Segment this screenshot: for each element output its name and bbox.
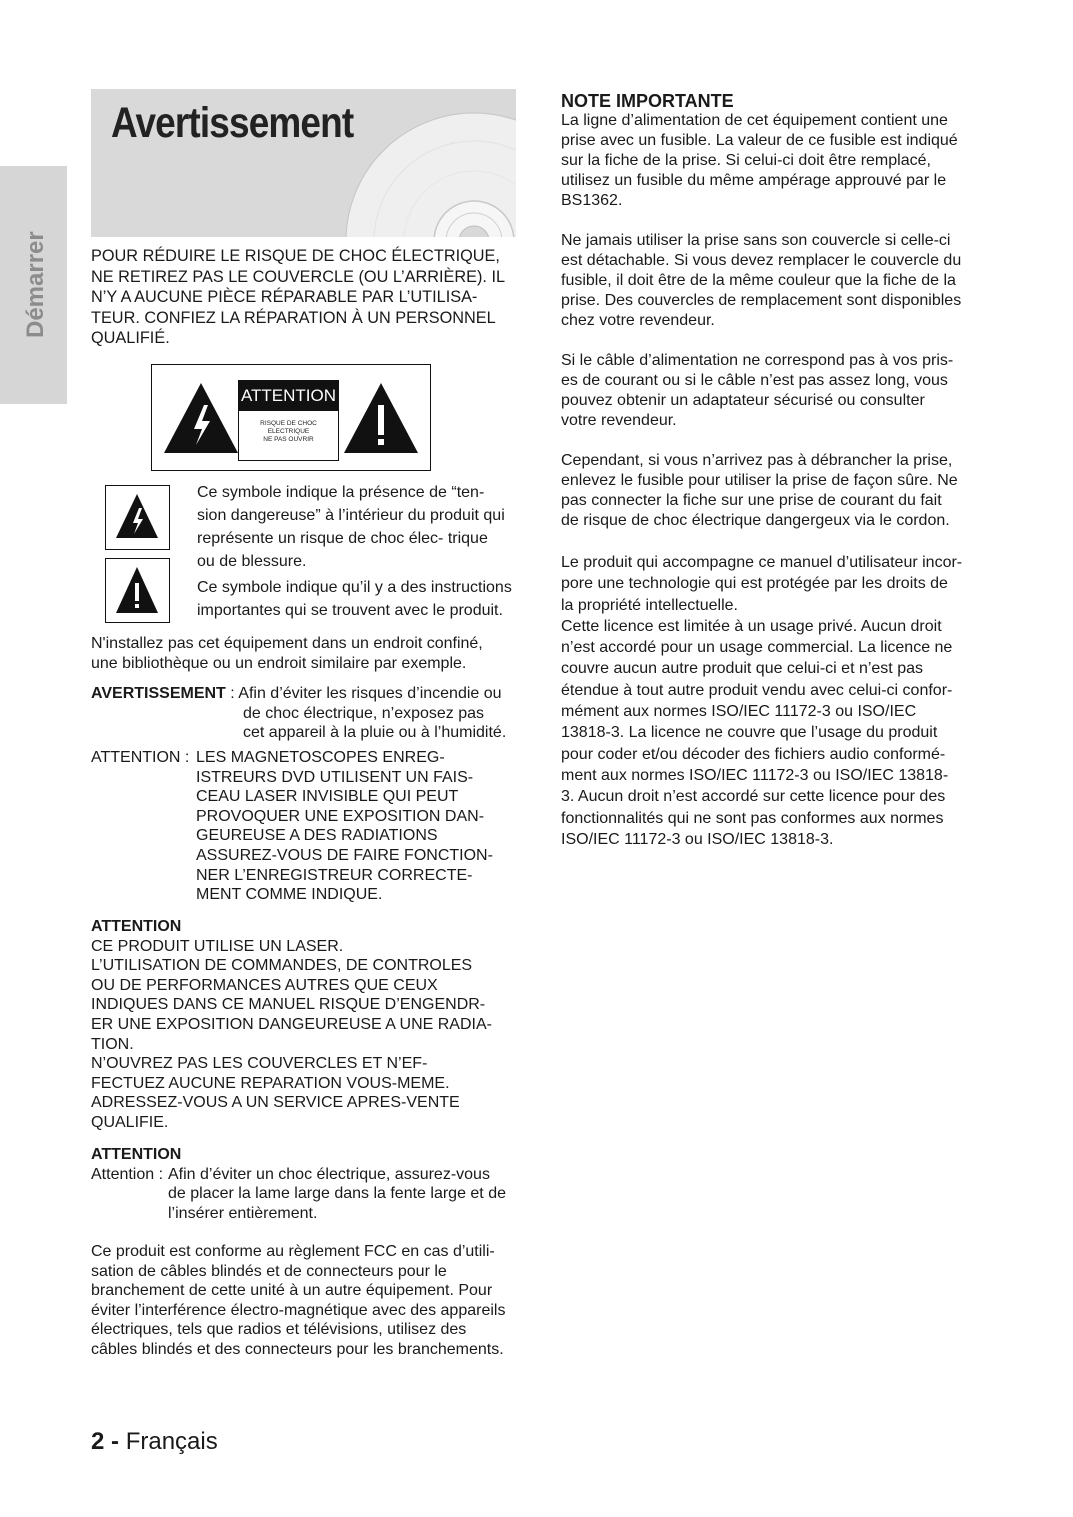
attention-line-text: de placer la lame large dans la fente large et de (168, 1185, 506, 1203)
lightning-triangle-icon (162, 381, 240, 455)
text-line: Ne jamais utiliser la prise sans son couvercle si celle-ci (561, 232, 951, 249)
attention-line-text: l’insérer entièrement. (168, 1204, 318, 1222)
text-line (91, 846, 513, 866)
text-line: éviter l’interférence électro-magnétique avec des appareils (91, 1301, 506, 1319)
text-line: chez votre revendeur. (561, 312, 715, 329)
avertissement-block (91, 684, 513, 743)
text-line: QUALIFIE. (91, 1113, 169, 1131)
lightning-symbol-text: Ce symbole indique la présence de “ten- sion dangereuse” à l’intérieur du produit qui représente un risque de choc élec- trique ou de blessure. (197, 484, 505, 570)
text-line (91, 885, 513, 905)
text-line: mément aux normes ISO/IEC 11172-3 ou ISO/IEC (561, 703, 917, 721)
attention-line-text: CEAU LASER INVISIBLE QUI PEUT (196, 788, 459, 806)
attention-title: ATTENTION (91, 918, 182, 935)
attention-line-text: LES MAGNETOSCOPES ENREG- (196, 749, 445, 766)
disc-icon (344, 111, 516, 237)
avertissement-line: de choc électrique, n’exposez pas (243, 704, 485, 722)
attention-line-text: NER L’ENREGISTREUR CORRECTE- (196, 866, 473, 884)
text-line: ER UNE EXPOSITION DANGEUREUSE A UNE RADIA- (91, 1015, 492, 1033)
text-line: 3. Aucun droit n’est accordé sur cette licence pour des (561, 788, 946, 806)
text-line: n’est accordé pour un usage commercial. La licence ne (561, 639, 953, 657)
fuse-block (561, 451, 986, 531)
avertissement-text: : Afin d’éviter les risques d’incendie ou (225, 685, 502, 702)
text-line: BS1362. (561, 192, 623, 209)
text-line: ment aux normes ISO/IEC 11172-3 ou ISO/IEC 13818- (561, 766, 949, 784)
attention-title: ATTENTION (91, 1146, 182, 1163)
page-title: Avertissement (111, 99, 354, 147)
text-line (91, 768, 513, 788)
text-line: prise. Des couvercles de remplacement sont disponibles (561, 292, 962, 309)
lightning-symbol-box (105, 485, 170, 550)
text-line: électriques, tels que radios et télévisions, utilisez des (91, 1321, 467, 1339)
text-line: Le produit qui accompagne ce manuel d’utilisateur incor- (561, 554, 963, 571)
attention-label: ATTENTION : (91, 749, 190, 766)
text-line: Cette licence est limitée à un usage privé. Aucun droit (561, 617, 942, 635)
text-line: es de courant ou si le câble n’est pas assez long, vous (561, 372, 948, 389)
text-line: INDIQUES DANS CE MANUEL RISQUE D’ENGENDR- (91, 996, 486, 1014)
text-line: Si le câble d’alimentation ne correspond pas à vos pris- (561, 352, 954, 369)
text-line: pour coder et/ou décoder des fichiers audio conformé- (561, 745, 946, 763)
text-line: est détachable. Si vous devez remplacer le couvercle du (561, 252, 962, 269)
section-tab-label: Démarrer (22, 231, 49, 338)
text-line: N’OUVREZ PAS LES COUVERCLES ET N’EF- (91, 1055, 428, 1073)
header-banner (91, 89, 516, 237)
text-line: utilisez un fusible du même ampérage approuvé par le (561, 172, 947, 189)
exclamation-symbol-box (105, 558, 170, 623)
text-line (91, 787, 513, 807)
text-line: étendue à tout autre produit vendu avec celui-ci confor- (561, 681, 953, 699)
attention-line-text: PROVOQUER UNE EXPOSITION DAN- (196, 807, 485, 825)
text-line: prise avec un fusible. La valeur de ce fusible est indiqué (561, 132, 958, 149)
page-footer (91, 1428, 218, 1456)
note-block (561, 91, 986, 211)
attention-product-block (91, 917, 513, 1133)
attention-plug-block (91, 1145, 513, 1223)
text-line: enlevez le fusible pour utiliser la prise de façon sûre. Ne (561, 472, 958, 489)
text-line (91, 1165, 513, 1185)
avertissement-label: AVERTISSEMENT (91, 685, 226, 702)
text-line: fusible, il doit être de la même couleur que la fiche de la (561, 272, 956, 289)
text-line: sur la fiche de la prise. Si celui-ci doit être remplacé, (561, 152, 931, 169)
attention-label (238, 380, 339, 461)
attention-label-head: ATTENTION (239, 381, 338, 411)
page-number: 2 - (91, 1428, 120, 1455)
text-line: 13818-3. La licence ne couvre que l’usage du produit (561, 724, 938, 742)
text-line: TION. (91, 1035, 134, 1053)
label-small-line: NE PAS OUVRIR (263, 436, 314, 443)
text-line (91, 1184, 513, 1204)
text-line: couvre aucun autre produit que celui-ci et n’est pas (561, 660, 923, 678)
text-line: de risque de choc électrique dangergeux via le cordon. (561, 512, 950, 529)
note-title: NOTE IMPORTANTE (561, 91, 734, 111)
text-line (91, 807, 513, 827)
fcc-block (91, 1242, 513, 1360)
attention-line-text: MENT COMME INDIQUE. (196, 886, 383, 904)
exclamation-symbol-text: Ce symbole indique qu’il y a des instructions importantes qui se trouvent avec le produit. (197, 579, 512, 619)
text-line (91, 1204, 513, 1224)
avertissement-line: cet appareil à la pluie ou à l’humidité. (243, 724, 507, 742)
text-line: pouvez obtenir un adaptateur sécurisé ou consulter (561, 392, 925, 409)
text-line (91, 826, 513, 846)
install-text: N'installez pas cet équipement dans un endroit confiné, une bibliothèque ou un endroit similaire par exemple. (91, 635, 483, 672)
attention-label: Attention : (91, 1165, 164, 1183)
attention-label-small (239, 420, 338, 444)
shock-warning-text: POUR RÉDUIRE LE RISQUE DE CHOC ÉLECTRIQUE, NE RETIREZ PAS LE COUVERCLE (OU L’ARRIÈRE). IL N’Y A AUCUNE PIÈCE RÉPARABLE PAR L’UTILISA- TEUR. CONFIEZ LA RÉPARATION À UN PERSONNEL QUALIFIÉ. (91, 247, 505, 347)
page-language: Français (125, 1428, 218, 1455)
text-line: L’UTILISATION DE COMMANDES, DE CONTROLES (91, 957, 473, 975)
exclamation-triangle-icon (342, 381, 420, 455)
cable-block (561, 351, 986, 431)
text-line: branchement de cette unité à un autre équipement. Pour (91, 1282, 493, 1300)
text-line (91, 866, 513, 886)
attention-line-text: Afin d’éviter un choc électrique, assurez-vous (168, 1165, 490, 1183)
text-line: pas connecter la fiche sur une prise de courant du fait (561, 492, 942, 509)
text-line: FECTUEZ AUCUNE REPARATION VOUS-MEME. (91, 1074, 450, 1092)
label-small-line: RISQUE DE CHOC ELECTRIQUE (260, 420, 317, 435)
text-line: CE PRODUIT UTILISE UN LASER. (91, 937, 344, 955)
text-line: fonctionnalités qui ne sont pas conformes aux normes (561, 809, 944, 827)
text-line: Ce produit est conforme au règlement FCC en cas d’utili- (91, 1243, 495, 1260)
attention-laser-block (91, 748, 513, 905)
text-line: OU DE PERFORMANCES AUTRES QUE CEUX (91, 976, 438, 994)
exclamation-triangle-icon (106, 559, 168, 621)
text-line: la propriété intellectuelle. (561, 596, 738, 614)
text-line: votre revendeur. (561, 412, 677, 429)
text-line: ISO/IEC 11172-3 ou ISO/IEC 13818-3. (561, 830, 834, 848)
text-line: Cependant, si vous n’arrivez pas à débrancher la prise, (561, 452, 953, 469)
text-line (91, 748, 513, 768)
license-block (561, 552, 986, 850)
text-line: ADRESSEZ-VOUS A UN SERVICE APRES-VENTE (91, 1094, 460, 1112)
text-line: La ligne d’alimentation de cet équipement contient une (561, 112, 948, 129)
text-line: sation de câbles blindés et de connecteurs pour le (91, 1262, 447, 1280)
attention-line-text: GEUREUSE A DES RADIATIONS (196, 827, 438, 845)
lightning-triangle-icon (106, 486, 168, 548)
attention-line-text: ISTREURS DVD UTILISENT UN FAIS- (196, 768, 474, 786)
cover-block (561, 231, 986, 331)
attention-line-text: ASSUREZ-VOUS DE FAIRE FONCTION- (196, 846, 493, 864)
text-line: câbles blindés et des connecteurs pour les branchements. (91, 1340, 504, 1358)
text-line: pore une technologie qui est protégée par les droits de (561, 575, 948, 593)
